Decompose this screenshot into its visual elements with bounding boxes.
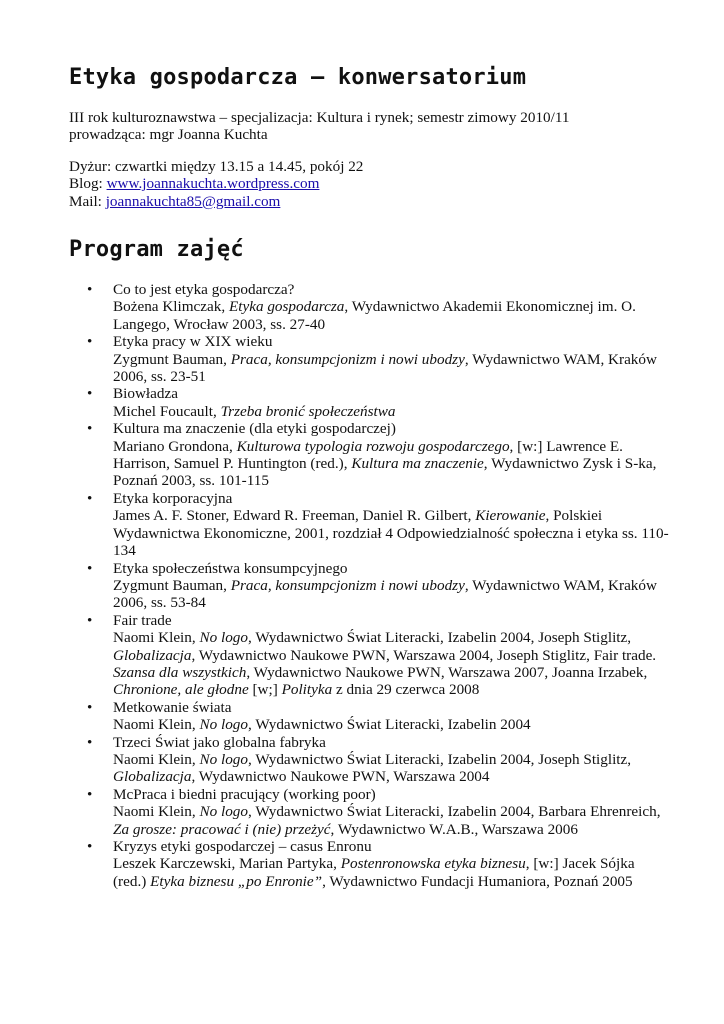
bullet-icon: • xyxy=(87,785,93,803)
topic-reading xyxy=(113,716,669,733)
instructor-line: prowadząca: mgr Joanna Kuchta xyxy=(69,126,268,144)
reading-title: No logo xyxy=(199,803,248,821)
bullet-icon: • xyxy=(87,733,93,751)
topic-reading xyxy=(113,351,669,386)
topic-reading xyxy=(113,803,669,838)
reading-text: , Wydawnictwo Świat Literacki, Izabelin 2004, Joseph Stiglitz, xyxy=(248,629,632,647)
topic-item xyxy=(69,560,669,612)
bullet-icon: • xyxy=(87,698,93,716)
topic-item xyxy=(69,734,669,786)
reading-text: , Wydawnictwo Naukowe PWN, Warszawa 2004 xyxy=(191,768,490,786)
reading-text: , Wydawnictwo W.A.B., Warszawa 2006 xyxy=(330,820,578,838)
reading-title: Praca, konsumpcjonizm i nowi ubodzy xyxy=(230,350,465,368)
mail-label: Mail: xyxy=(69,192,106,210)
program-heading: Program zajęć xyxy=(69,237,244,262)
topic-title: Etyka korporacyjna xyxy=(113,489,233,507)
reading-title: No logo xyxy=(199,716,248,734)
reading-title: Kierowanie xyxy=(475,507,546,525)
reading-text: , Wydawnictwo WAM, Kraków 2006, ss. 53-84 xyxy=(113,576,657,612)
reading-title: Chronione, ale głodne xyxy=(113,681,249,699)
reading-text: , [w:] Jacek Sójka (red.) xyxy=(113,855,635,890)
bullet-icon: • xyxy=(87,420,93,438)
topic-reading xyxy=(113,577,669,612)
blog-link[interactable]: www.joannakuchta.wordpress.com xyxy=(106,175,320,193)
reading-title: No logo xyxy=(199,629,248,647)
reading-title: Postenronowska etyka biznesu xyxy=(340,855,526,873)
topic-item xyxy=(69,420,669,490)
reading-title: Kultura ma znaczenie xyxy=(351,455,484,473)
course-info-line: III rok kulturoznawstwa – specjalizacja: Kultura i rynek; semestr zimowy 2010/11 xyxy=(69,109,570,126)
reading-text: [w;] xyxy=(248,681,282,699)
topic-item xyxy=(69,333,669,385)
reading-text: , Wydawnictwo Akademii Ekonomicznej im. O. Langego, Wrocław 2003, ss. 27-40 xyxy=(113,298,636,333)
reading-title: Trzeba bronić społeczeństwa xyxy=(220,402,396,420)
reading-text: Naomi Klein, xyxy=(113,629,200,647)
reading-text: Zygmunt Bauman, xyxy=(113,576,231,594)
reading-title: Za grosze: pracować i (nie) przeżyć xyxy=(113,820,331,838)
reading-text: Mariano Grondona, xyxy=(113,437,237,455)
topic-list xyxy=(69,281,669,890)
reading-text: , Wydawnictwo Zysk i S-ka, Poznań 2003, ss. 101-115 xyxy=(113,455,657,490)
reading-text: Zygmunt Bauman, xyxy=(113,350,231,368)
blog-line xyxy=(69,175,669,192)
reading-title: Globalizacja xyxy=(113,646,192,664)
mail-link[interactable]: joannakuchta85@gmail.com xyxy=(105,192,281,210)
reading-text: Naomi Klein, xyxy=(113,803,200,821)
bullet-icon: • xyxy=(87,611,93,629)
office-hours-line: Dyżur: czwartki między 13.15 a 14.45, pokój 22 xyxy=(69,158,364,175)
reading-title: Polityka xyxy=(281,681,333,699)
topic-title: Kryzys etyki gospodarczej – casus Enronu xyxy=(113,838,372,855)
topic-title: McPraca i biedni pracujący (working poor) xyxy=(113,785,376,803)
reading-title: Kulturowa typologia rozwoju gospodarczego xyxy=(236,437,510,455)
reading-title: Etyka biznesu „po Enronie” xyxy=(150,872,323,890)
topic-item xyxy=(69,385,669,420)
reading-title: Szansa dla wszystkich xyxy=(113,663,247,681)
reading-text: z dnia 29 czerwca 2008 xyxy=(332,681,480,699)
topic-reading xyxy=(113,298,669,333)
reading-title: Globalizacja xyxy=(113,768,192,786)
bullet-icon: • xyxy=(87,489,93,507)
topic-item xyxy=(69,490,669,560)
topic-title: Metkowanie świata xyxy=(113,698,232,716)
reading-text: Naomi Klein, xyxy=(113,750,200,768)
topic-item xyxy=(69,786,669,838)
topic-title: Etyka społeczeństwa konsumpcyjnego xyxy=(113,559,348,577)
reading-text: , Wydawnictwo Naukowe PWN, Warszawa 2004, Joseph Stiglitz, Fair trade. xyxy=(191,646,657,664)
bullet-icon: • xyxy=(87,333,93,351)
topic-reading xyxy=(113,507,669,559)
topic-item xyxy=(69,612,669,699)
document-title: Etyka gospodarcza – konwersatorium xyxy=(69,65,527,90)
topic-item xyxy=(69,838,669,890)
blog-label: Blog: xyxy=(69,175,107,193)
topic-title: Biowładza xyxy=(113,385,178,403)
topic-title: Co to jest etyka gospodarcza? xyxy=(113,281,295,298)
reading-text: , Wydawnictwo WAM, Kraków 2006, ss. 23-51 xyxy=(113,350,657,386)
reading-text: , Wydawnictwo Świat Literacki, Izabelin 2004 xyxy=(248,716,531,734)
topic-title: Fair trade xyxy=(113,611,172,629)
reading-text: , Polskiei Wydawnictwa Ekonomiczne, 2001, rozdział 4 Odpowiedzialność społeczna i etyka ss. 110-134 xyxy=(113,507,669,560)
mail-line xyxy=(69,193,669,210)
reading-text: , Wydawnictwo Naukowe PWN, Warszawa 2007, Joanna Irzabek, xyxy=(246,663,648,681)
reading-title: Etyka gospodarcza xyxy=(228,298,345,316)
reading-text: , Wydawnictwo Świat Literacki, Izabelin 2004, Joseph Stiglitz, xyxy=(248,750,632,768)
topic-reading xyxy=(113,629,669,699)
reading-text: , Wydawnictwo Fundacji Humaniora, Poznań 2005 xyxy=(322,872,633,890)
course-info xyxy=(69,109,669,144)
bullet-icon: • xyxy=(87,385,93,403)
reading-text: Bożena Klimczak, xyxy=(113,298,229,316)
topic-title: Etyka pracy w XIX wieku xyxy=(113,333,273,351)
topic-reading xyxy=(113,751,669,786)
reading-text: James A. F. Stoner, Edward R. Freeman, Daniel R. Gilbert, xyxy=(113,507,476,525)
topic-reading xyxy=(113,403,669,420)
bullet-icon: • xyxy=(87,281,93,298)
reading-text: Naomi Klein, xyxy=(113,716,200,734)
reading-text: Leszek Karczewski, Marian Partyka, xyxy=(113,855,341,873)
reading-text: Michel Foucault, xyxy=(113,402,221,420)
topic-title: Trzeci Świat jako globalna fabryka xyxy=(113,733,326,751)
bullet-icon: • xyxy=(87,838,93,855)
topic-item xyxy=(69,281,669,333)
reading-title: Praca, konsumpcjonizm i nowi ubodzy xyxy=(230,576,465,594)
contact-info xyxy=(69,158,669,210)
reading-title: No logo xyxy=(199,750,248,768)
topic-item xyxy=(69,699,669,734)
reading-text: , Wydawnictwo Świat Literacki, Izabelin 2004, Barbara Ehrenreich, xyxy=(248,803,661,821)
topic-reading xyxy=(113,855,669,890)
topic-title: Kultura ma znaczenie (dla etyki gospodarczej) xyxy=(113,420,396,438)
reading-text: , [w:] Lawrence E. Harrison, Samuel P. Huntington (red.), xyxy=(113,437,623,473)
bullet-icon: • xyxy=(87,559,93,577)
topic-reading xyxy=(113,438,669,490)
